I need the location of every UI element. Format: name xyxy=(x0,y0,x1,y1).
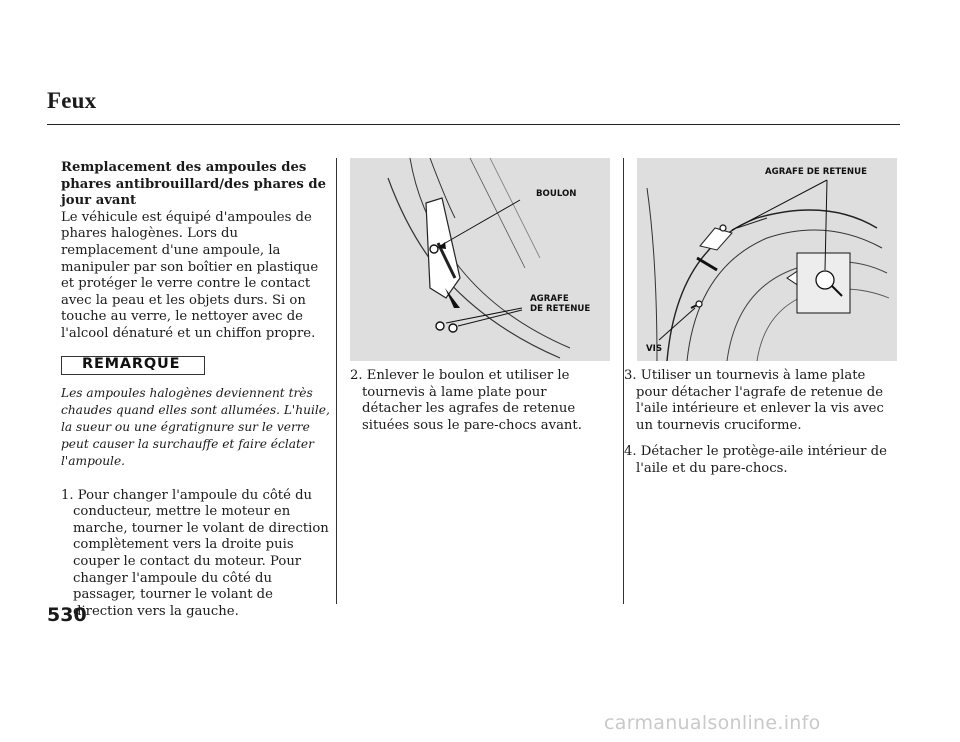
section-heading: Remplacement des ampoules des phares antibrouillard/des phares de jour avant xyxy=(61,160,326,209)
step-4: 4. Détacher le protège-aile intérieur de l'aile et du pare-chocs. xyxy=(624,444,887,476)
notice-label: REMARQUE xyxy=(82,355,181,372)
bumper-bolt-figure xyxy=(350,158,610,361)
right-column xyxy=(624,368,900,478)
left-column xyxy=(61,160,331,620)
notice-text: Les ampoules halogènes deviennent très chaudes quand elles sont allumées. L'huile, la sueur ou une égratignure sur le verre peut causer la surchauffe et faire éclater l'ampoule. xyxy=(61,385,330,468)
label-clip: AGRAFE DE RETENUE xyxy=(765,167,867,177)
step-3: 3. Utiliser un tournevis à lame plate pour détacher l'agrafe de retenue de l'aile intérieure et enlever la vis avec un tournevis cruciforme. xyxy=(624,368,884,433)
step-2: 2. Enlever le boulon et utiliser le tournevis à lame plate pour détacher les agrafes de retenue situées sous le pare-chocs avant. xyxy=(350,368,582,433)
title-rule xyxy=(47,124,900,125)
middle-column xyxy=(350,368,610,434)
fender-illustration xyxy=(637,158,897,361)
column-divider-left xyxy=(336,158,337,604)
watermark: carmanualsonline.info xyxy=(604,712,821,734)
notice-box xyxy=(61,356,205,375)
step-1: 1. Pour changer l'ampoule du côté du conducteur, mettre le moteur en marche, tourner le volant de direction complètement vers la droite puis couper le contact du moteur. Pour changer l'ampoule du côté du passager, tourner le volant de direction vers la gauche. xyxy=(61,487,329,619)
label-bolt: BOULON xyxy=(536,189,577,199)
intro-paragraph: Le véhicule est équipé d'ampoules de phares halogènes. Lors du remplacement d'une ampoule, la manipuler par son boîtier en plastique et protéger le verre contre le contact avec la peau et les objets durs. Si on touche au verre, le nettoyer avec de l'alcool dénaturé et un chiffon propre. xyxy=(61,209,319,341)
page-number: 530 xyxy=(47,604,87,626)
fender-clip-figure xyxy=(637,158,897,361)
label-screw: VIS xyxy=(646,344,663,354)
page-title: Feux xyxy=(47,88,97,113)
label-clips: AGRAFE DE RETENUE xyxy=(530,294,591,314)
